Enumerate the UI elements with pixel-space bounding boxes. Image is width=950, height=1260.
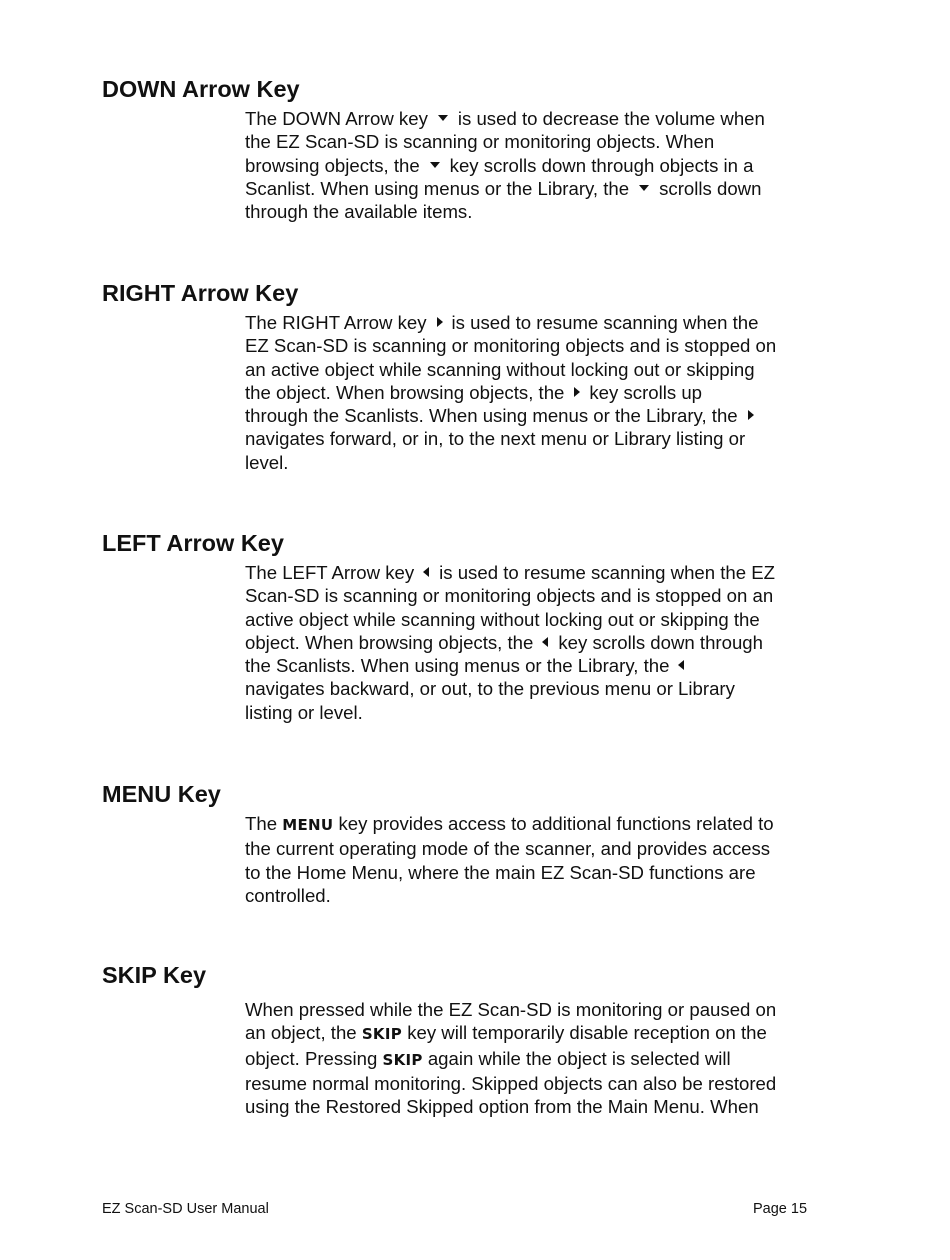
skip-key-label: SKIP bbox=[361, 1025, 403, 1044]
heading-skip-key: SKIP Key bbox=[102, 962, 207, 988]
right-arrow-icon bbox=[748, 410, 754, 420]
skip-key-label: SKIP bbox=[382, 1050, 423, 1069]
right-arrow-icon bbox=[437, 317, 443, 327]
paragraph-menu-key: The MENU key provides access to additional functions related to the current operating mode of the scanner, and provides access to the Home Menu, where the main EZ Scan-SD functions are controlled. bbox=[245, 813, 774, 906]
footer-manual-title: EZ Scan-SD User Manual bbox=[102, 1201, 269, 1217]
left-arrow-icon bbox=[423, 567, 429, 577]
left-arrow-icon bbox=[542, 637, 548, 647]
left-arrow-icon bbox=[678, 660, 684, 670]
heading-menu-key: MENU Key bbox=[102, 781, 221, 807]
paragraph-left-arrow-key: The LEFT Arrow key is used to resume scanning when the EZ Scan-SD is scanning or monitoring objects and is stopped on an active object while scanning without locking out or skipping the object. When browsing objects, the key scrolls down through the Scanlists. When using menus or the Library, the navigates backward, or out, to the previous menu or Library listing or level. bbox=[245, 562, 776, 723]
footer-page-number: Page 15 bbox=[753, 1201, 808, 1217]
paragraph-skip-key: When pressed while the EZ Scan-SD is monitoring or paused on an object, the SKIP key will temporarily disable reception on the object. Pressing SKIP again while the object is selected will resume normal monitoring. Skipped objects can also be restored using the Restored Skipped option from the Main Menu. When bbox=[245, 999, 777, 1118]
heading-left-arrow-key: LEFT Arrow Key bbox=[102, 530, 284, 556]
down-arrow-icon bbox=[438, 115, 448, 121]
heading-right-arrow-key: RIGHT Arrow Key bbox=[102, 280, 299, 306]
down-arrow-icon bbox=[639, 185, 649, 191]
paragraph-down-arrow-key: The DOWN Arrow key is used to decrease the volume when the EZ Scan-SD is scanning or monitoring objects. When browsing objects, the key scrolls down through objects in a Scanlist. When using menus or the Library, the scrolls down through the available items. bbox=[245, 108, 765, 223]
menu-key-label: MENU bbox=[282, 816, 334, 834]
paragraph-right-arrow-key: The RIGHT Arrow key is used to resume scanning when the EZ Scan-SD is scanning or monitoring objects and is stopped on an active object while scanning without locking out or skipping the object. When browsing objects, the key scrolls up through the Scanlists. When using menus or the Library, the navigates forward, or in, to the next menu or Library listing or level. bbox=[245, 312, 777, 473]
down-arrow-icon bbox=[430, 162, 440, 168]
right-arrow-icon bbox=[574, 387, 580, 397]
heading-down-arrow-key: DOWN Arrow Key bbox=[102, 76, 300, 102]
